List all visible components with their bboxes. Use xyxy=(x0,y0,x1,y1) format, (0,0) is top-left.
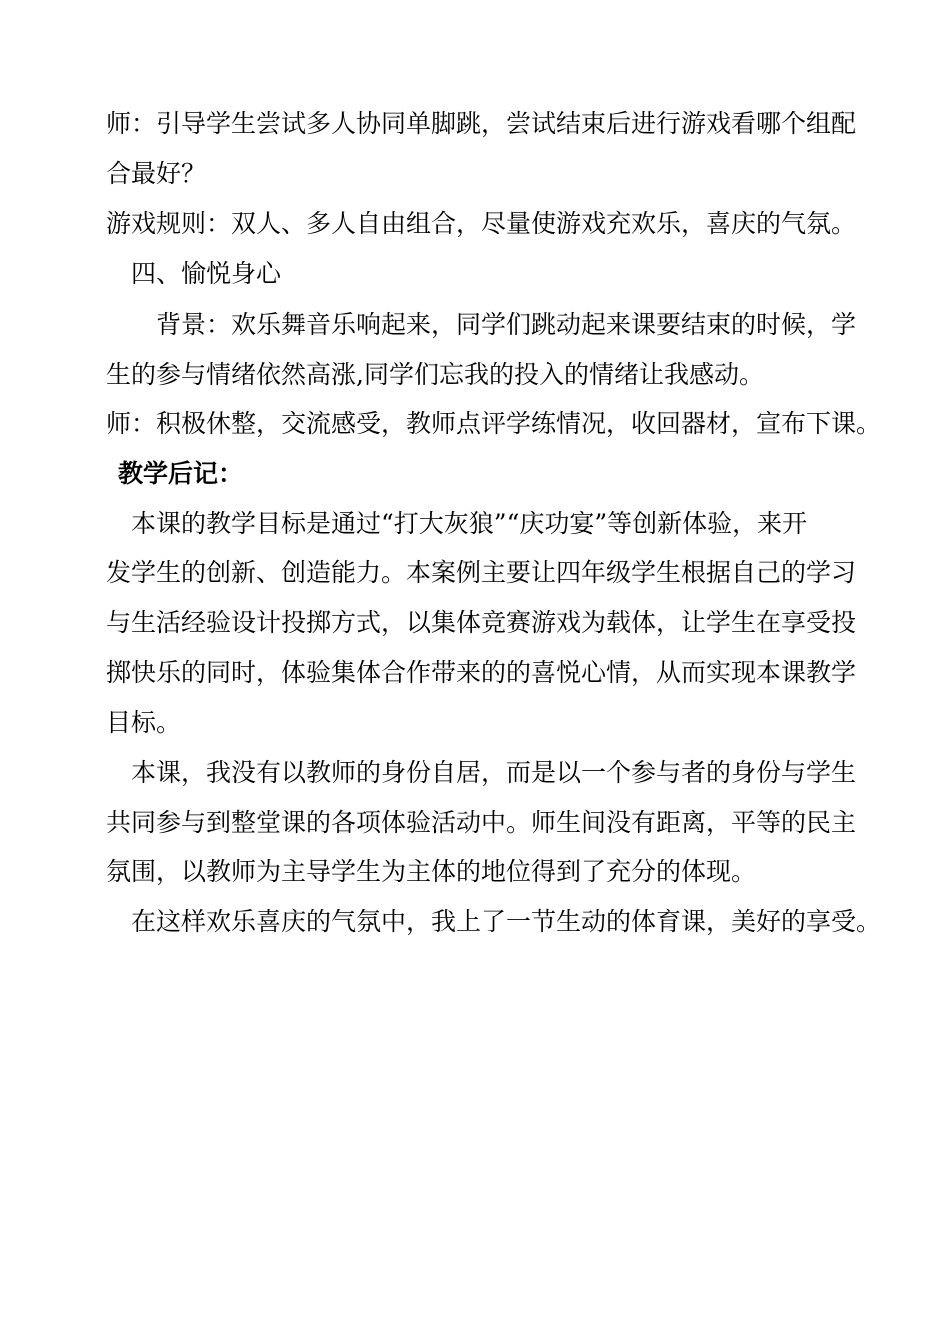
text-line-1: 师：引导学生尝试多人协同单脚跳，尝试结束后进行游戏看哪个组配 xyxy=(106,109,857,138)
text-line-13: 目标。 xyxy=(106,708,182,737)
postscript-heading: 教学后记： xyxy=(118,459,244,488)
text-line-9: 本课的教学目标是通过“打大灰狼”“庆功宴”等创新体验，来开 xyxy=(131,509,808,538)
text-line-14: 本课，我没有以教师的身份自居，而是以一个参与者的身份与学生 xyxy=(131,758,857,787)
text-line-11: 与生活经验设计投掷方式，以集体竞赛游戏为载体，让学生在享受投 xyxy=(106,608,857,637)
text-line-2: 合最好？ xyxy=(106,159,207,188)
text-line-7: 师：积极休整，交流感受，教师点评学练情况，收回器材，宣布下课。 xyxy=(106,409,882,438)
text-line-5: 背景：欢乐舞音乐响起来，同学们跳动起来课要结束的时候，学 xyxy=(156,310,857,339)
text-line-16: 氛围，以教师为主导学生为主体的地位得到了充分的体现。 xyxy=(106,857,757,886)
text-line-12: 掷快乐的同时，体验集体合作带来的的喜悦心情，从而实现本课教学 xyxy=(106,658,857,687)
text-line-15: 共同参与到整堂课的各项体验活动中。师生间没有距离，平等的民主 xyxy=(106,808,857,837)
text-line-6: 生的参与情绪依然高涨,同学们忘我的投入的情绪让我感动。 xyxy=(106,360,764,389)
text-line-17: 在这样欢乐喜庆的气氛中，我上了一节生动的体育课，美好的享受。 xyxy=(131,907,882,936)
text-line-3: 游戏规则：双人、多人自由组合，尽量使游戏充欢乐，喜庆的气氛。 xyxy=(106,209,857,238)
section-heading-four: 四、愉悦身心 xyxy=(131,259,282,288)
text-line-10: 发学生的创新、创造能力。本案例主要让四年级学生根据自己的学习 xyxy=(106,558,857,587)
